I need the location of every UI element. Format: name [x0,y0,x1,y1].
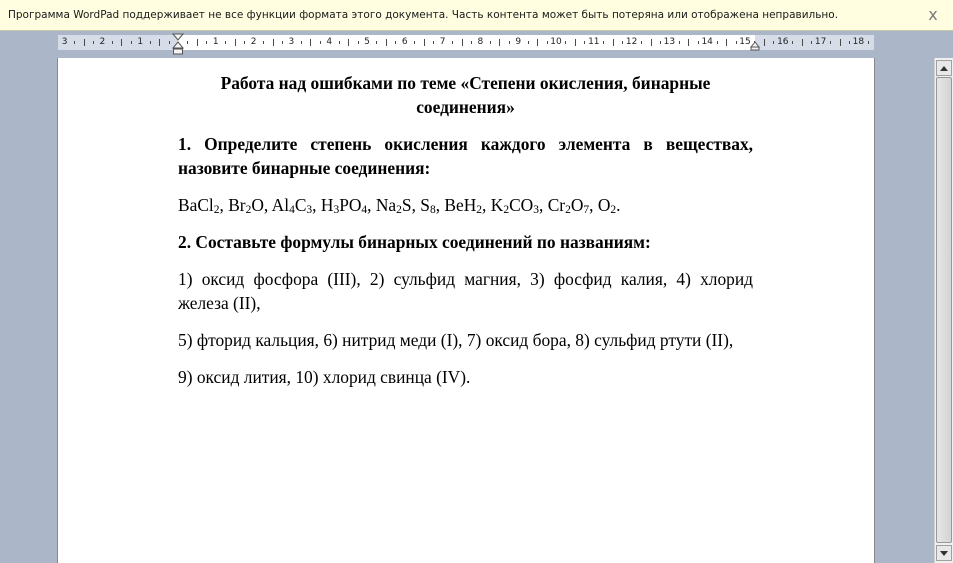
ruler-tick [197,39,198,46]
ruler-tick [830,41,831,44]
ruler-tick [225,41,226,44]
ruler-tick [84,39,85,46]
ruler-tick [575,39,576,46]
ruler-tick [651,39,652,46]
ruler-tick [849,41,850,44]
ruler-tick [320,41,321,44]
task-2-line-2: 5) фторид кальция, 6) нитрид меди (I), 7) оксид бора, 8) сульфид ртути (II), [178,330,734,350]
ruler-tick [310,39,311,46]
ruler-left-margin [58,35,178,50]
ruler-tick [150,41,151,44]
ruler-tick [537,39,538,46]
formula: $K_2CO_3$ [490,195,539,216]
ruler-tick [433,41,434,44]
ruler-number: 13 [663,37,676,47]
ruler-tick [622,41,623,44]
ruler-tick [471,41,472,44]
info-bar-message: Программа WordPad поддерживает не все функции формата этого документа. Часть контента может быть потеряна или отображена неправильно. [8,9,839,21]
ruler-tick [547,41,548,44]
ruler-tick [868,41,869,44]
ruler-number: 9 [515,37,522,47]
arrow-down-icon [940,551,948,556]
task-2-line-1: 1) оксид фосфора (III), 2) сульфид магния, 3) фосфид калия, 4) хлорид железа (II), [178,269,753,313]
ruler-tick [802,39,803,46]
ruler-number: 5 [364,37,370,47]
ruler-tick [584,41,585,44]
ruler-number: 16 [777,37,789,47]
ruler-tick [462,39,463,46]
ruler-tick [641,41,642,44]
formula: BeH$_2$ [444,195,483,216]
ruler-tick [688,39,689,46]
ruler-number: 18 [852,37,865,47]
ruler-tick [131,41,132,44]
ruler-number: 17 [814,37,827,47]
ruler-tick [509,41,510,44]
close-icon[interactable]: x [928,5,938,24]
scroll-thumb[interactable] [936,77,952,543]
ruler-tick [339,41,340,44]
ruler-tick [452,41,453,44]
ruler-tick [93,41,94,44]
ruler-tick [726,39,727,46]
ruler-tick [244,41,245,44]
ruler-tick [235,39,236,46]
formula: $Cr_2O_7$ [547,195,590,216]
ruler-number: 10 [550,37,562,47]
ruler-number: 14 [701,37,713,47]
formula: BaCl$_2$ [178,195,220,216]
ruler-tick [112,41,113,44]
formula: $H_3PO_4$ [320,195,368,216]
ruler-tick [74,41,75,44]
ruler-number: 1 [212,37,219,47]
scroll-up-button[interactable] [936,60,952,76]
ruler-tick [348,39,349,46]
scroll-down-button[interactable] [936,545,952,561]
formula: $Na_2S$ [375,195,412,216]
ruler-tick [679,41,680,44]
ruler-tick [159,39,160,46]
document-title: Работа над ошибками по теме «Степени окисления, бинарные соединения» [220,73,711,117]
ruler-number: 3 [61,37,68,47]
vertical-scrollbar[interactable] [934,58,953,563]
ruler-tick [736,41,737,44]
ruler-tick [840,39,841,46]
ruler-number: 7 [439,37,446,47]
ruler-tick [490,41,491,44]
ruler-tick [187,41,188,44]
ruler-number: 4 [326,37,333,47]
formula-list: BaCl$_2$, $Br_2O$, $Al_4C_3$, $H_3PO_4$, $Na_2S$, $S_8$, BeH$_2$, $K_2CO_3$, $Cr_2O_7$, $O_2$. [178,195,621,216]
task-2-heading: 2. Составьте формулы бинарных соединений по названиям: [178,232,651,252]
info-bar [0,0,953,31]
ruler-tick [376,41,377,44]
ruler-number: 8 [477,37,484,47]
ruler-tick [499,39,500,46]
ruler-tick [698,41,699,44]
formula: $Br_2O$ [228,195,264,216]
task-2-line-3: 9) оксид лития, 10) хлорид свинца (IV). [178,367,471,387]
ruler-tick [282,41,283,44]
ruler-tick [773,41,774,44]
ruler-tick [764,39,765,46]
ruler-tick [424,39,425,46]
ruler-tick [386,39,387,46]
ruler-tick [792,41,793,44]
document-page[interactable] [58,58,874,563]
ruler-tick [301,41,302,44]
formula: $S_8$ [420,195,436,216]
ruler-tick [263,41,264,44]
ruler-number: 12 [625,37,638,47]
formula: $Al_4C_3$ [271,195,313,216]
ruler-number: 1 [137,37,144,47]
ruler-number: 6 [401,37,408,47]
right-indent-marker-icon[interactable] [750,41,760,51]
ruler-tick [414,41,415,44]
document-content[interactable] [178,71,753,402]
ruler-tick [121,39,122,46]
ruler-tick [717,41,718,44]
ruler-tick [395,41,396,44]
ruler-tick [169,41,170,44]
ruler-tick [613,39,614,46]
indent-marker-icon[interactable] [172,33,184,57]
ruler-number: 11 [588,37,600,47]
ruler-tick [528,41,529,44]
ruler-number: 3 [288,37,295,47]
ruler-tick [358,41,359,44]
ruler-tick [811,41,812,44]
ruler-tick [660,41,661,44]
ruler-number: 15 [739,37,751,47]
ruler-number: 2 [99,37,106,47]
ruler-number: 2 [250,37,257,47]
ruler-tick [206,41,207,44]
ruler-tick [603,41,604,44]
arrow-up-icon [940,66,948,71]
ruler-tick [273,39,274,46]
ruler-tick [565,41,566,44]
task-1-heading: 1. Определите степень окисления каждого элемента в веществах, назовите бинарные соединения: [178,134,753,178]
formula: $O_2$ [597,195,617,216]
